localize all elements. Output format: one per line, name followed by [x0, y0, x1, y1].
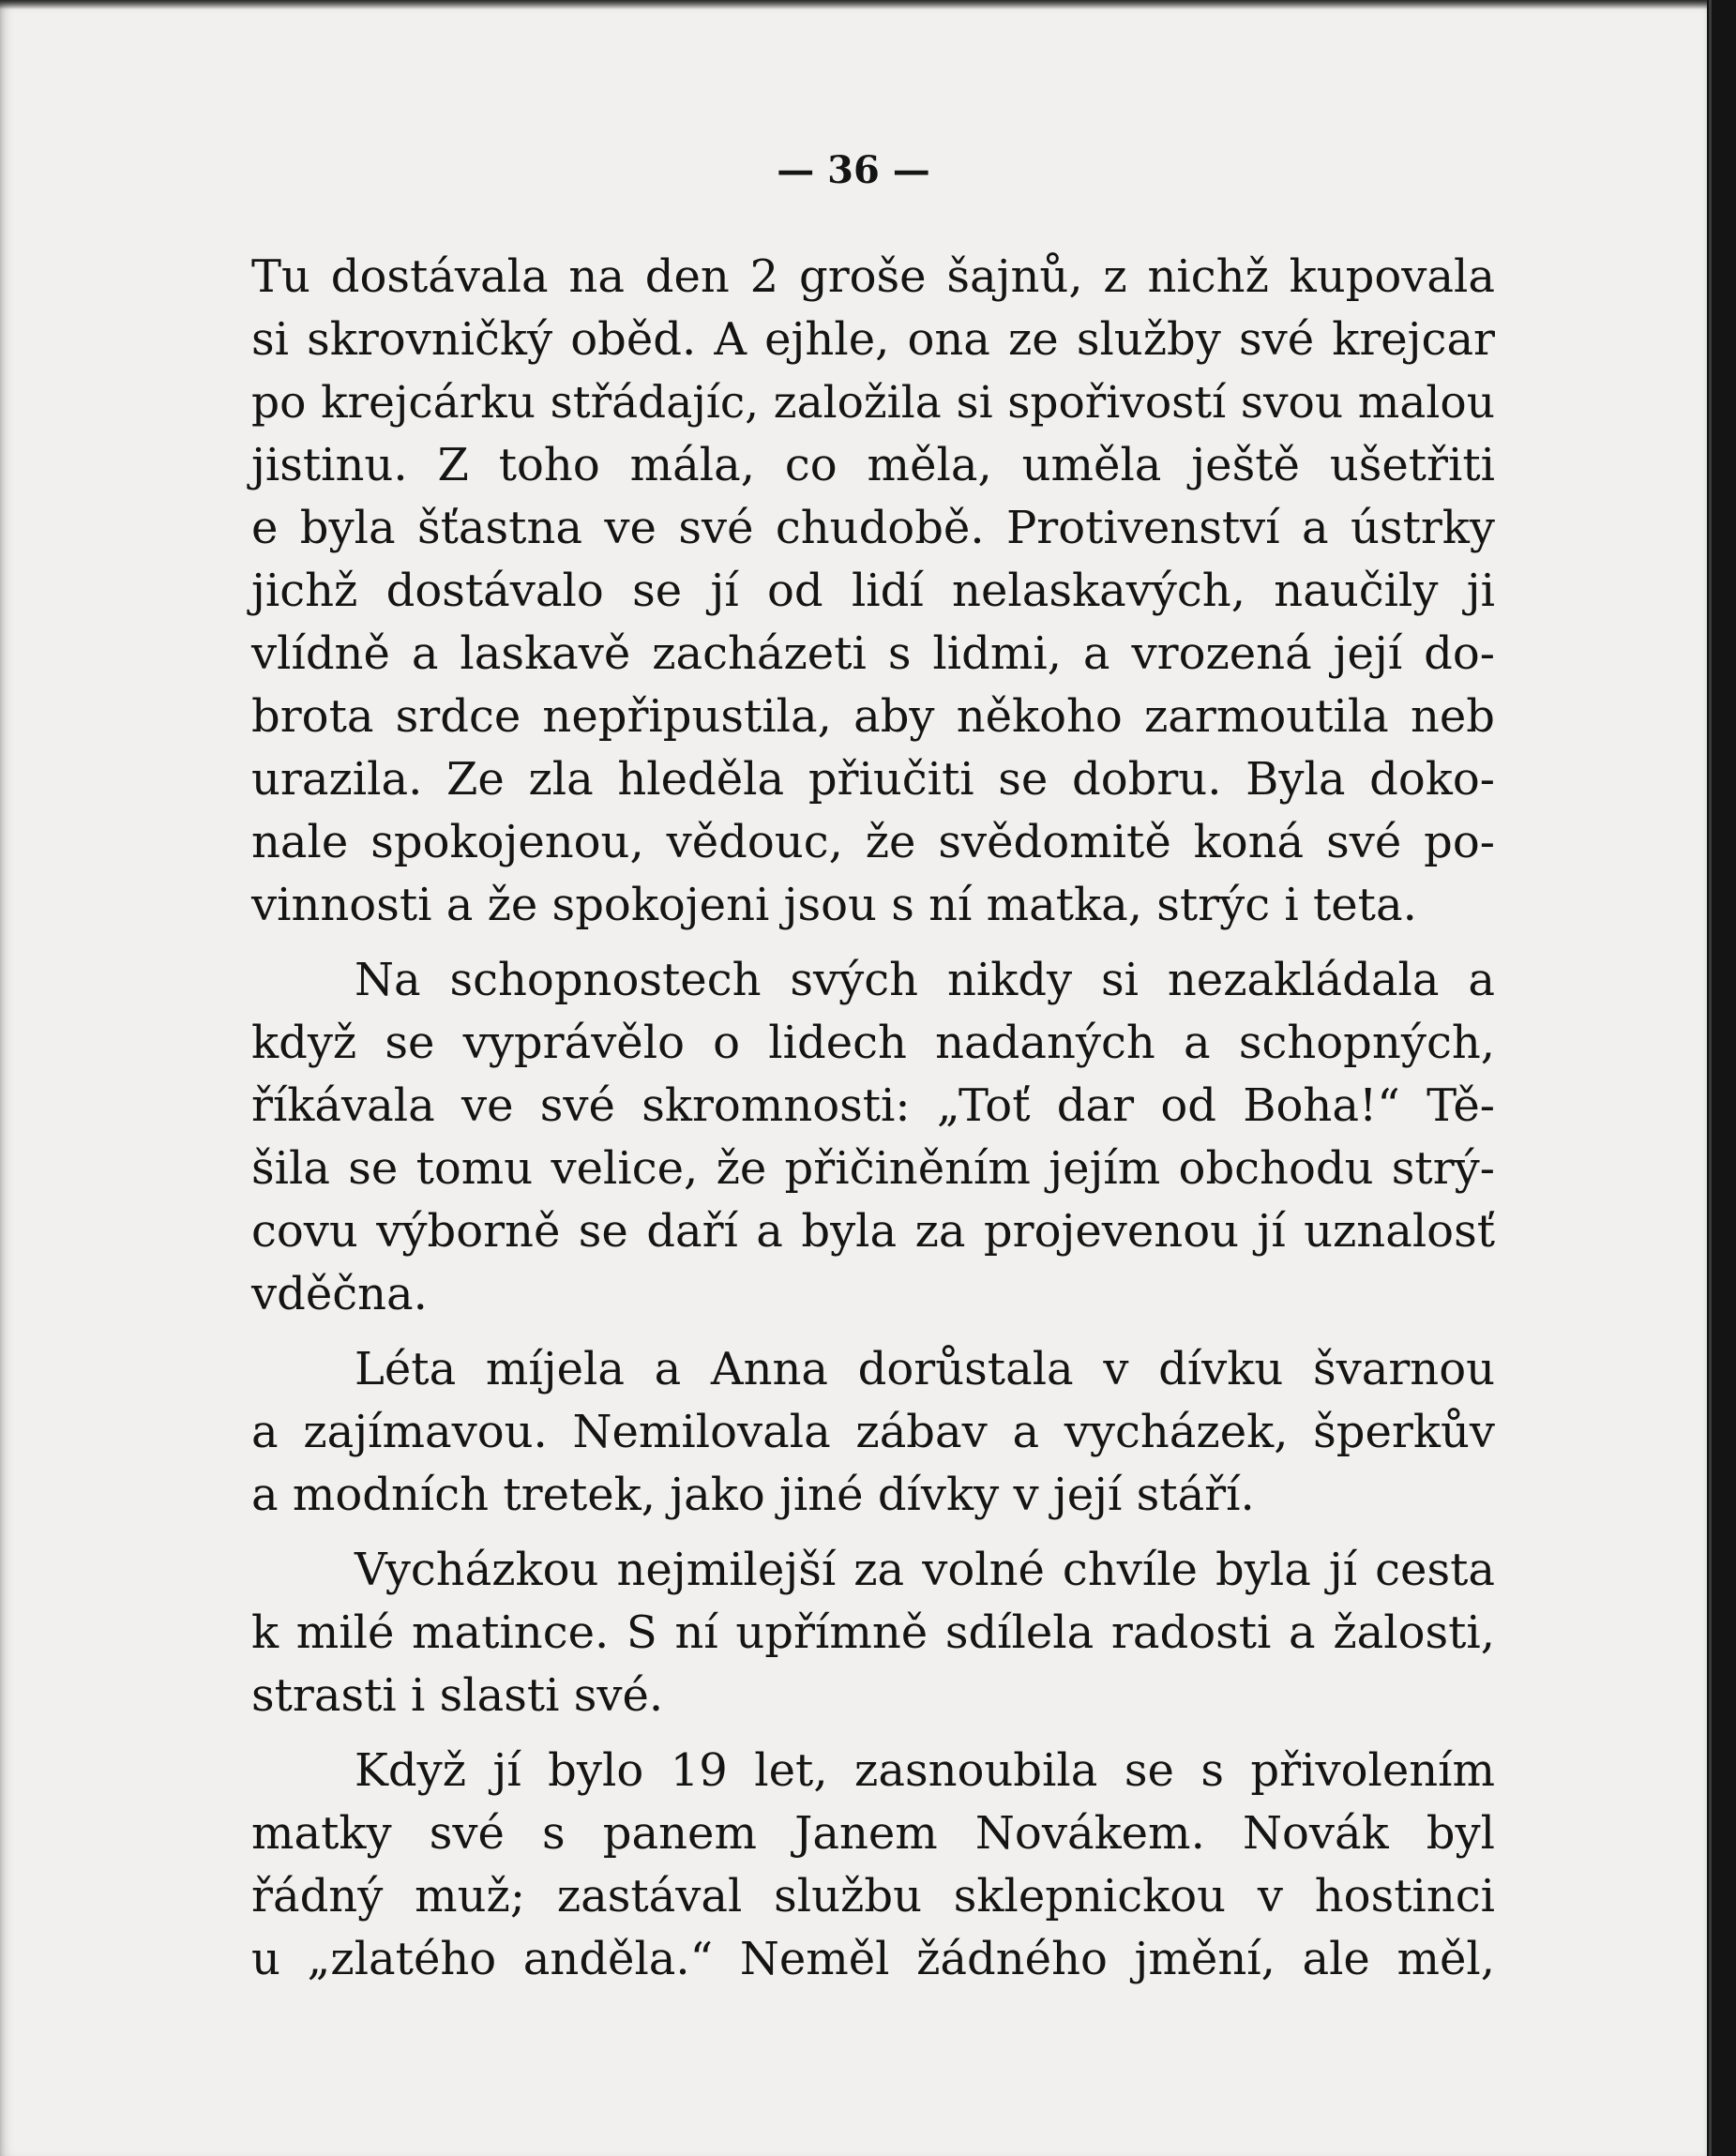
text-line: strasti i slasti své. [251, 1669, 664, 1722]
paragraph-gap [251, 1727, 1495, 1740]
text-line: Na schopnostech svých nikdy si nezakládala a [355, 954, 1495, 1006]
text-line: u „zlatého anděla.“ Neměl žádného jmění, ale měl, [251, 1933, 1495, 1985]
text-line: nale spokojenou, vědouc, že svědomitě koná své po- [251, 816, 1495, 868]
text-line: vděčna. [251, 1268, 428, 1320]
text-line: a modních tretek, jako jiné dívky v její stáří. [251, 1469, 1255, 1521]
text-line: vlídně a laskavě zacházeti s lidmi, a vrozená její do- [251, 627, 1495, 680]
text-line: e byla šťastna ve své chudobě. Protivenství a ústrky [251, 502, 1495, 554]
text-line: jichž dostávalo se jí od lidí nelaskavých, naučily ji [251, 565, 1495, 617]
text-line: říkávala ve své skromnosti: „Toť dar od Boha!“ Tě- [251, 1079, 1495, 1132]
text-line: když se vyprávělo o lidech nadaných a schopných, [251, 1017, 1495, 1069]
scan-border-line [1709, 0, 1712, 2156]
text-line: řádný muž; zastával službu sklepnickou v hostinci [251, 1870, 1495, 1922]
body-text [251, 246, 1495, 1991]
text-line: k milé matince. S ní upřímně sdílela radosti a žalosti, [251, 1606, 1495, 1659]
text-line: si skrovničký oběd. A ejhle, ona ze služby své krejcar [251, 313, 1495, 366]
text-line: jistinu. Z toho mála, co měla, uměla ještě ušetřiti [251, 439, 1495, 491]
paragraph [251, 246, 1495, 937]
text-line: Když jí bylo 19 let, zasnoubila se s přivolením [355, 1744, 1495, 1797]
text-line: Vycházkou nejmilejší za volné chvíle byla jí cesta [355, 1544, 1495, 1596]
paragraph [251, 1740, 1495, 1991]
page-number: — 36 — [777, 148, 930, 192]
paragraph [251, 1338, 1495, 1527]
paragraph-gap [251, 937, 1495, 949]
text-line: šila se tomu velice, že přičiněním jejím obchodu strý- [251, 1142, 1495, 1195]
text-line: brota srdce nepřipustila, aby někoho zarmoutila neb [251, 690, 1495, 743]
paragraph-gap [251, 1326, 1495, 1338]
page-top-shadow [0, 0, 1707, 9]
text-line: urazila. Ze zla hleděla přiučiti se dobru. Byla doko- [251, 753, 1495, 806]
paragraph-gap [251, 1527, 1495, 1539]
text-line: vinnosti a že spokojeni jsou s ní matka, strýc i teta. [251, 879, 1417, 931]
text-line: Léta míjela a Anna dorůstala v dívku švarnou [355, 1343, 1495, 1395]
text-line: po krejcárku střádajíc, založila si spořivostí svou malou [251, 377, 1495, 429]
paragraph [251, 949, 1495, 1326]
text-line: matky své s panem Janem Novákem. Novák byl [251, 1807, 1495, 1860]
text-line: covu výborně se daří a byla za projevenou jí uznalosť [251, 1205, 1495, 1258]
paragraph [251, 1539, 1495, 1727]
text-line: Tu dostávala na den 2 groše šajnů, z nichž kupovala [251, 250, 1495, 303]
text-line: a zajímavou. Nemilovala zábav a vycházek, šperkův [251, 1406, 1495, 1458]
